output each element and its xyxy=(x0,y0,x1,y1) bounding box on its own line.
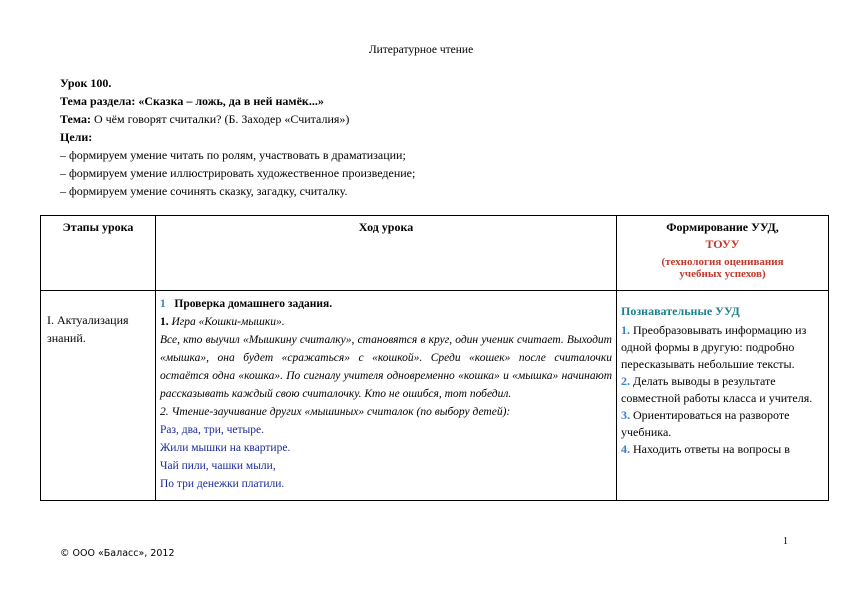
uud-item: 4. Находить ответы на вопросы в xyxy=(621,442,790,456)
goal-item: – формируем умение сочинять сказку, загадку, считалку. xyxy=(60,184,348,198)
poem-line: Раз, два, три, четыре. xyxy=(160,424,264,436)
header-course: Ход урока xyxy=(156,216,617,291)
uud-item: 3. Ориентироваться на развороте учебника. xyxy=(621,408,790,439)
uud-item: 1. Преобразовывать информацию из одной формы в другую: подробно пересказывать небольшие тексты. xyxy=(621,323,807,371)
game-description: Все, кто выучил «Мышкину считалку», становятся в круг, один ученик считает. Выходит «мышка», она будет «сражаться» с «кошкой». Среди «кошек» после считалочки остаётся одна «кошка». По сигналу учителя одновременно «кошка» и «мышка» начинают рассказывать каждый свою считалочку. Кто не ошибся, тот победил. xyxy=(160,334,612,400)
header-touu-desc2: учебных успехов) xyxy=(679,268,766,280)
section-line: Тема раздела: «Сказка – ложь, да в ней намёк...» xyxy=(60,94,324,108)
table-header-row xyxy=(41,216,829,291)
poem-line: Жили мышки на квартире. xyxy=(160,442,291,454)
topic-line: Тема: О чём говорят считалки? (Б. Заходер «Считалия») xyxy=(60,112,350,126)
uud-item: 2. Делать выводы в результате совместной работы класса и учителя. xyxy=(621,374,813,405)
header-touu: ТОУУ xyxy=(705,237,740,251)
page-number: 1 xyxy=(783,536,788,547)
header-touu-desc1: (технология оценивания xyxy=(661,256,784,268)
lesson-table xyxy=(40,215,829,501)
goal-item: – формируем умение читать по ролям, участвовать в драматизации; xyxy=(60,148,406,162)
header-uud: Формирование УУД, ТОУУ (технология оценивания учебных успехов) xyxy=(617,216,829,291)
course-cell xyxy=(156,291,617,501)
game-line: 1. Игра «Кошки-мышки». xyxy=(160,316,285,328)
document-title: Литературное чтение xyxy=(368,44,474,56)
task-2: 2. Чтение-заучивание других «мышиных» считалок (по выбору детей): xyxy=(160,406,511,418)
stage-cell: I. Актуализация знаний. xyxy=(41,291,156,501)
poem-line: По три денежки платили. xyxy=(160,478,285,490)
uud-cell xyxy=(617,291,829,501)
header-stages: Этапы урока xyxy=(41,216,156,291)
lesson-number: Урок 100. xyxy=(60,76,112,90)
uud-title: Познавательные УУД xyxy=(621,304,740,318)
check-line: 1 Проверка домашнего задания. xyxy=(160,298,333,310)
lesson-header xyxy=(60,74,415,200)
table-row xyxy=(41,291,829,501)
footer-copyright: © ООО «Баласс», 2012 xyxy=(60,548,175,559)
poem-line: Чай пили, чашки мыли, xyxy=(160,460,276,472)
goal-item: – формируем умение иллюстрировать художественное произведение; xyxy=(60,166,416,180)
goals-label: Цели: xyxy=(60,130,93,144)
